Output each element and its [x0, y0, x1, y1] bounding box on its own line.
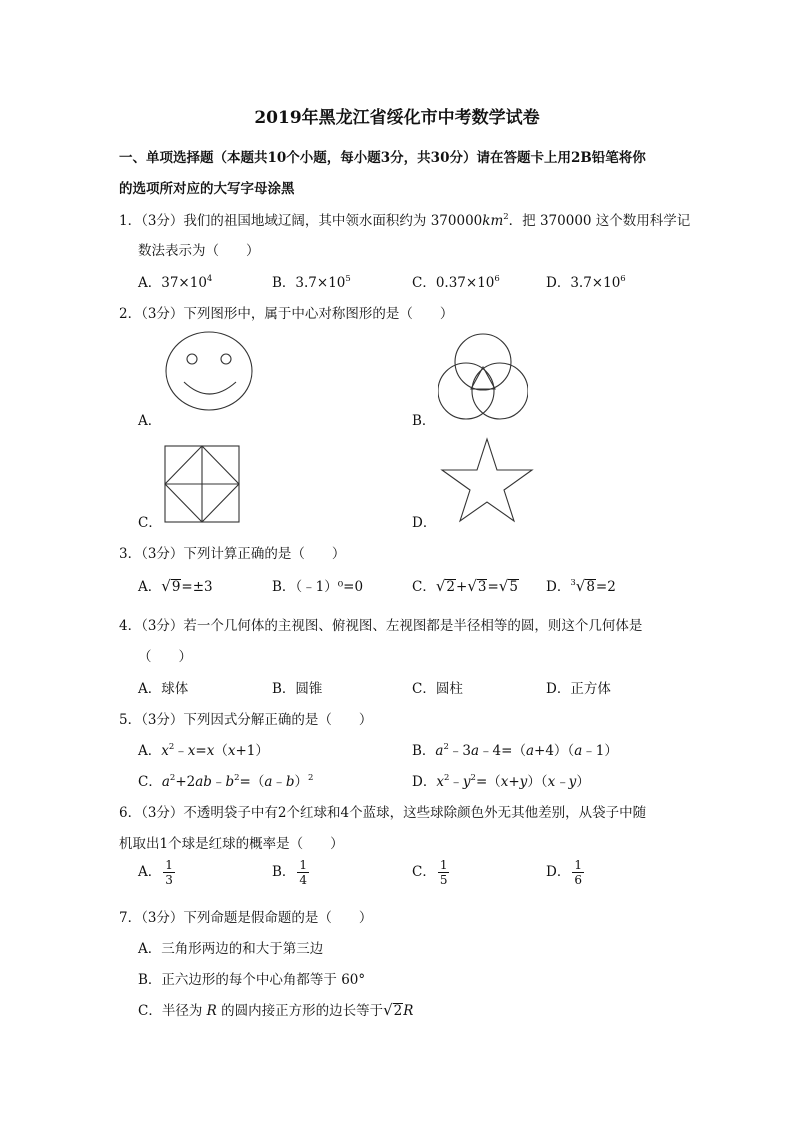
- q3-c-equals: =: [487, 579, 499, 595]
- q3-d-rest: =2: [595, 579, 616, 595]
- question-6-stem-line2: 机取出1个球是红球的概率是（ ）: [119, 836, 344, 852]
- var-x: x: [161, 743, 169, 759]
- q5-c-label: C．: [138, 774, 162, 790]
- q3-d-radicand: 8: [586, 579, 595, 595]
- denominator: 3: [165, 873, 173, 887]
- sqrt-icon: √: [467, 577, 477, 595]
- q5-b-op: +4）（: [534, 743, 575, 759]
- q3-c-radicand-2: 3: [477, 579, 487, 595]
- q5-b-op: ﹣4=（: [479, 743, 526, 759]
- q6-b-label: B．: [272, 864, 296, 880]
- q1-d-exp: 6: [620, 274, 626, 284]
- q5-option-a: [138, 739, 269, 759]
- exp: 2: [443, 773, 450, 783]
- denominator: 6: [574, 873, 582, 887]
- q1-d-text: D．3.7×10: [546, 275, 621, 291]
- q5-a-op: +1）: [235, 743, 269, 759]
- q6-option-a: [138, 858, 175, 887]
- var-a: a: [525, 743, 535, 759]
- q5-c-op: ﹣: [211, 774, 226, 790]
- section-heading-line1: 一、单项选择题（本题共10个小题，每小题3分，共30分）请在答题卡上用2B铅笔将你: [119, 150, 646, 166]
- q5-a-op: （: [214, 743, 228, 759]
- q4-option-d: D．正方体: [546, 681, 611, 697]
- q1-c-text: C．0.37×10: [412, 275, 495, 291]
- q1-a-text: A．37×10: [138, 275, 207, 291]
- q7-option-c: [138, 999, 413, 1019]
- q3-c-plus: +: [456, 579, 468, 595]
- q1-b-text: B．3.7×10: [272, 275, 346, 291]
- q7-c-radicand: 2: [393, 1003, 403, 1019]
- exp: 2: [308, 773, 314, 783]
- q5-option-c: [138, 770, 313, 790]
- question-4-stem-line2: （ ）: [138, 649, 192, 665]
- q1-text-a: 1．（3分）我们的祖国地域辽阔，其中领水面积约为 370000: [119, 213, 483, 229]
- exp: 2: [470, 773, 476, 783]
- question-1-stem-line2: 数法表示为（ ）: [138, 243, 260, 259]
- var-x: x: [206, 743, 215, 759]
- q2-option-a-label: A．: [138, 413, 162, 429]
- sqrt-icon: √: [435, 577, 446, 595]
- q1-a-exp: 4: [206, 274, 213, 284]
- q5-d-op: ﹣: [449, 774, 463, 790]
- var-expr: x﹣y: [547, 774, 577, 790]
- var-a: a: [574, 743, 583, 759]
- question-1-stem: [119, 209, 690, 229]
- q5-b-op: ﹣1）: [582, 743, 618, 759]
- var-a: a: [435, 743, 444, 759]
- var-x: x: [436, 774, 444, 790]
- var-expr: x+y: [500, 774, 528, 790]
- question-7-stem: 7．（3分）下列命题是假命题的是（ ）: [119, 910, 373, 926]
- q5-option-b: [412, 739, 618, 759]
- sqrt-icon: √: [498, 577, 509, 595]
- fraction: [297, 858, 309, 887]
- q2-option-b-label: B．: [412, 413, 436, 429]
- q3-d-label: D．: [546, 579, 571, 595]
- question-2-stem: 2．（3分）下列图形中，属于中心对称图形的是（ ）: [119, 306, 454, 322]
- q3-option-b: B．（﹣1）⁰=0: [272, 579, 364, 595]
- q5-b-op: ﹣3: [448, 743, 471, 759]
- q6-option-d: [546, 858, 584, 887]
- q3-a-rest: =±3: [181, 579, 213, 595]
- q7-c-text-mid: 的圆内接正方形的边长等于: [216, 1003, 384, 1019]
- q1-option-c: [412, 271, 500, 291]
- var-a: a: [161, 774, 170, 790]
- q6-d-label: D．: [546, 864, 571, 880]
- q5-d-op: ）（: [527, 774, 548, 790]
- q3-c-radicand-3: 5: [509, 579, 518, 595]
- question-3-stem: 3．（3分）下列计算正确的是（ ）: [119, 546, 346, 562]
- q3-d-root-index: 3: [570, 578, 576, 588]
- q3-option-d: [546, 575, 616, 595]
- numerator: 1: [299, 858, 308, 872]
- q7-option-b: B．正六边形的每个中心角都等于 60°: [138, 972, 366, 988]
- var-b: b: [225, 774, 235, 790]
- smiley-face-figure: [164, 330, 254, 412]
- q5-option-d: [412, 770, 590, 790]
- q2-option-c-label: C．: [138, 515, 162, 531]
- denominator: 4: [299, 873, 308, 887]
- exp: 2: [168, 742, 175, 752]
- q2-option-d-label: D．: [412, 515, 437, 531]
- var-r: R: [403, 1003, 414, 1019]
- fraction: [572, 858, 584, 887]
- var-a: a: [264, 774, 273, 790]
- q1-text-b: ．把 370000 这个数用科学记: [508, 213, 691, 229]
- var-x: x: [187, 743, 196, 759]
- page-title: 2019年黑龙江省绥化市中考数学试卷: [254, 108, 540, 128]
- exp: 2: [234, 773, 240, 783]
- numerator: 1: [165, 858, 173, 872]
- q3-option-a: [138, 575, 213, 595]
- q1-option-d: [546, 271, 626, 291]
- exp: 2: [443, 742, 449, 752]
- q3-c-radicand-1: 2: [446, 579, 455, 595]
- question-4-stem: 4．（3分）若一个几何体的主视图、俯视图、左视图都是半径相等的圆，则这个几何体是: [119, 618, 643, 634]
- q3-a-label: A．: [138, 579, 162, 595]
- var-r: R: [206, 1003, 217, 1019]
- sqrt-icon: √: [383, 1001, 393, 1019]
- q1-unit: km: [482, 213, 504, 229]
- q1-c-exp: 6: [494, 274, 500, 284]
- q5-c-op: =（: [239, 774, 265, 790]
- q5-d-op: =（: [475, 774, 501, 790]
- exp: 2: [169, 773, 176, 783]
- numerator: 1: [439, 858, 448, 872]
- q4-option-c: C．圆柱: [412, 681, 463, 697]
- q7-option-a: A．三角形两边的和大于第三边: [138, 941, 324, 957]
- q5-d-op: ）: [576, 774, 590, 790]
- var-x: x: [227, 743, 236, 759]
- q5-a-op: =: [195, 743, 207, 759]
- fraction: [438, 858, 450, 887]
- cube-root-icon: √: [575, 577, 586, 595]
- q4-option-a: A．球体: [138, 681, 189, 697]
- numerator: 1: [574, 858, 582, 872]
- q3-a-radicand: 9: [171, 579, 181, 595]
- sqrt-icon: √: [161, 577, 171, 595]
- three-circles-figure: [438, 333, 528, 423]
- five-point-star-figure: [440, 437, 534, 523]
- var-b: b: [285, 774, 295, 790]
- var-y: y: [462, 774, 471, 790]
- var-a: a: [471, 743, 480, 759]
- q1-option-b: [272, 271, 351, 291]
- q6-option-b: [272, 858, 309, 887]
- q6-c-label: C．: [412, 864, 436, 880]
- question-6-stem: 6．（3分）不透明袋子中有2个红球和4个蓝球，这些球除颜色外无其他差别，从袋子中随: [119, 805, 647, 821]
- q1-option-a: [138, 271, 212, 291]
- q5-a-op: ﹣: [174, 743, 188, 759]
- q5-b-label: B．: [412, 743, 436, 759]
- q5-c-op: +2: [175, 774, 196, 790]
- square-diamond-figure: [164, 445, 240, 523]
- q7-c-text: C．半径为: [138, 1003, 207, 1019]
- q5-d-label: D．: [412, 774, 437, 790]
- q3-option-c: [412, 575, 519, 595]
- q6-a-label: A．: [138, 864, 162, 880]
- q3-c-label: C．: [412, 579, 436, 595]
- denominator: 5: [439, 873, 448, 887]
- q4-option-b: B．圆锥: [272, 681, 323, 697]
- q1-unit-exponent: 2: [503, 212, 509, 222]
- var-ab: ab: [195, 774, 212, 790]
- section-heading-line2: 的选项所对应的大写字母涂黑: [119, 181, 295, 197]
- q6-option-c: [412, 858, 449, 887]
- q5-a-label: A．: [138, 743, 162, 759]
- q5-c-op: ）: [294, 774, 309, 790]
- fraction: [163, 858, 175, 887]
- q1-b-exp: 5: [345, 274, 351, 284]
- q5-c-op: ﹣: [272, 774, 286, 790]
- question-5-stem: 5．（3分）下列因式分解正确的是（ ）: [119, 712, 373, 728]
